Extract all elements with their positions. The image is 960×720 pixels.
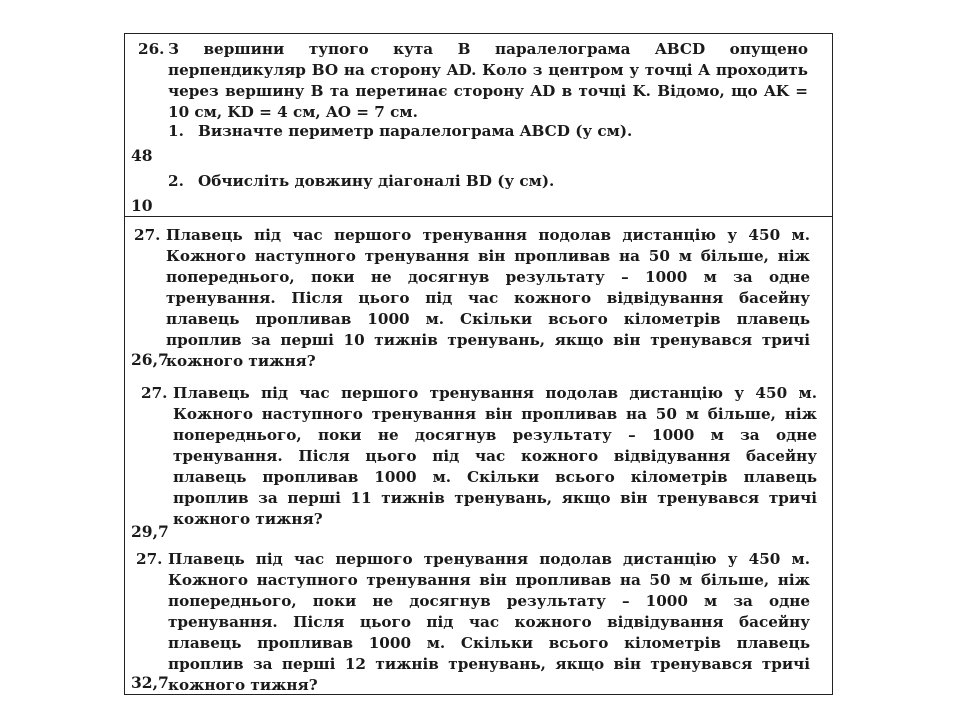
question-text: Визначте периметр паралелограма ABCD (у см). <box>198 122 633 140</box>
answer-value: 32,7 <box>131 673 169 692</box>
problem-text: З вершини тупого кута B паралелограма ABCD опущено перпендикуляр BO на сторону AD. Коло з центром у точці A проходить через вершину B та перетинає сторону AD в точці K. Відомо, що AK = 10 см, KD = 4 см, AO = 7 см. <box>168 40 808 121</box>
problem-text: Плавець під час першого тренування подолав дистанцію у 450 м. Кожного наступного тренування він пропливав на 50 м більше, ніж попереднього, поки не досягнув результату – 1000 м за одне тренування. Після цього під час кожного відвідування басейну плавець пропливав 1000 м. Скільки всього кілометрів плавець проплив за перші 11 тижнів тренувань, якщо він тренувався тричі кожного тижня? <box>173 384 817 528</box>
problem-number: 27. <box>134 226 161 244</box>
question-number: 1. <box>168 122 184 140</box>
section-divider <box>124 216 833 217</box>
question-1 <box>168 121 788 141</box>
problem-text: Плавець під час першого тренування подолав дистанцію у 450 м. Кожного наступного тренування він пропливав на 50 м більше, ніж попереднього, поки не досягнув результату – 1000 м за одне тренування. Після цього під час кожного відвідування басейну плавець пропливав 1000 м. Скільки всього кілометрів плавець проплив за перші 12 тижнів тренувань, якщо він тренувався тричі кожного тижня? <box>168 550 810 694</box>
problem-26 <box>138 39 808 123</box>
question-text: Обчисліть довжину діагоналі BD (у см). <box>198 172 555 190</box>
answer-value: 10 <box>131 196 153 215</box>
problem-27 <box>136 549 810 696</box>
problem-27 <box>134 225 810 372</box>
answer-value: 26,7 <box>131 350 169 369</box>
problem-27 <box>141 383 817 530</box>
frame-right-border <box>832 33 833 695</box>
problem-number: 27. <box>136 550 163 568</box>
answer-value: 29,7 <box>131 522 169 541</box>
problem-number: 26. <box>138 40 165 58</box>
problem-number: 27. <box>141 384 168 402</box>
question-2 <box>168 171 788 191</box>
answer-value: 48 <box>131 146 153 165</box>
problem-text: Плавець під час першого тренування подолав дистанцію у 450 м. Кожного наступного тренування він пропливав на 50 м більше, ніж попереднього, поки не досягнув результату – 1000 м за одне тренування. Після цього під час кожного відвідування басейну плавець пропливав 1000 м. Скільки всього кілометрів плавець проплив за перші 10 тижнів тренувань, якщо він тренувався тричі кожного тижня? <box>166 226 810 370</box>
question-number: 2. <box>168 172 184 190</box>
